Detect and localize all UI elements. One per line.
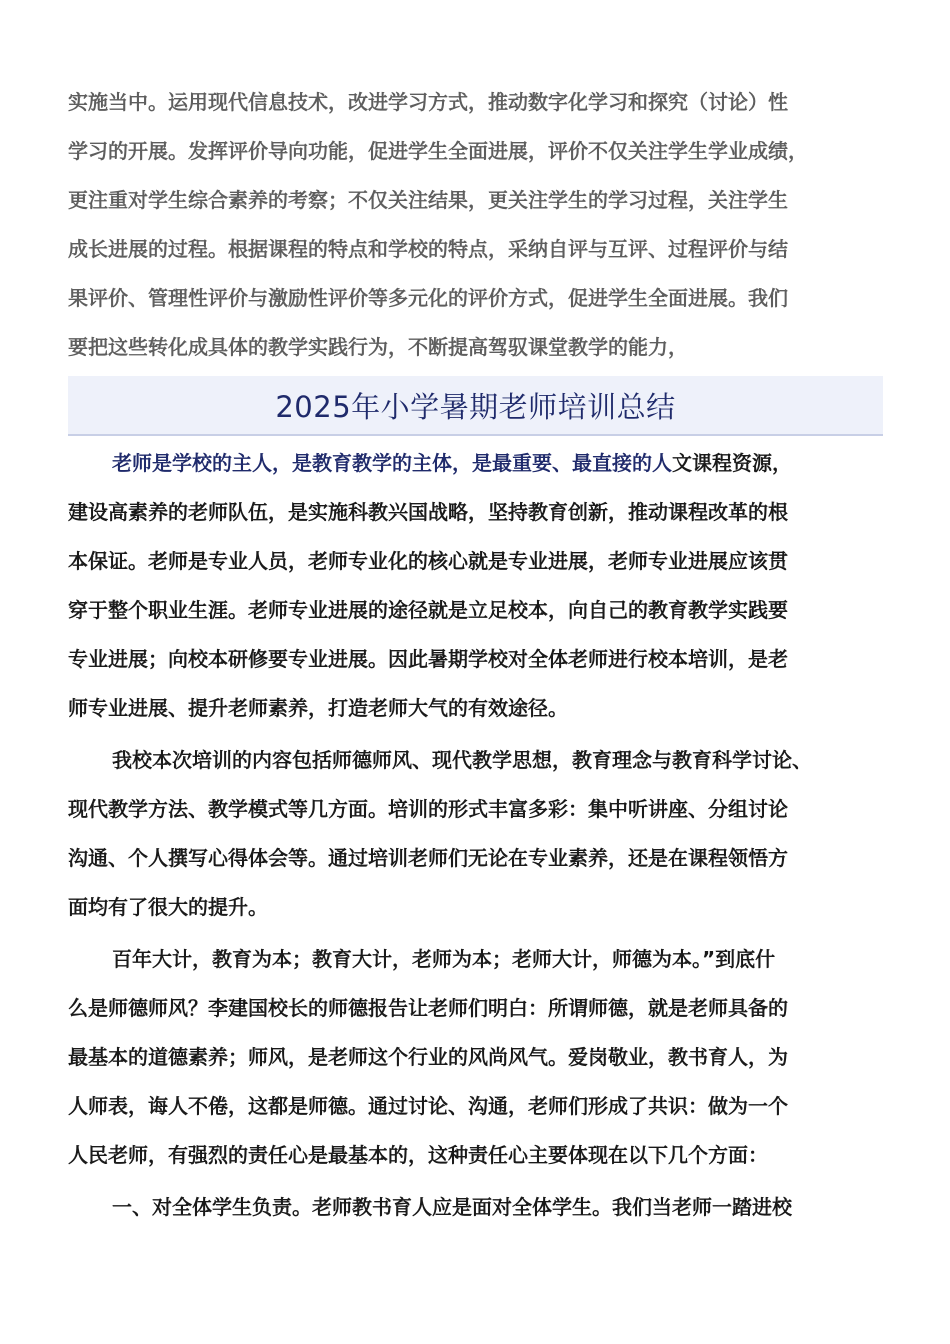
- text-line: 沟通、个人撰写心得体会等。通过培训老师们无论在专业素养，还是在课程领悟方: [68, 846, 788, 870]
- text-line: 最基本的道德素养；师风，是老师这个行业的风尚风气。爱岗敬业，教书育人，为: [68, 1045, 788, 1069]
- text-line: 面均有了很大的提升。: [68, 895, 268, 919]
- lead-rest-text: 文课程资源，: [672, 451, 792, 475]
- text-line: 果评价、管理性评价与激励性评价等多元化的评价方式，促进学生全面进展。我们: [68, 286, 788, 310]
- text-line: 专业进展；向校本研修要专业进展。因此暑期学校对全体老师进行校本培训，是老: [68, 647, 788, 671]
- text-line: 我校本次培训的内容包括师德师风、现代教学思想，教育理念与教育科学讨论、: [112, 748, 812, 772]
- text-line: 百年大计，教育为本；教育大计，老师为本；老师大计，师德为本。”到底什: [112, 947, 776, 971]
- text-line: 师专业进展、提升老师素养，打造老师大气的有效途径。: [68, 696, 568, 720]
- document-title: 2025年小学暑期老师培训总结: [275, 389, 676, 424]
- continued-paragraph: [68, 78, 883, 372]
- text-line: 建设高素养的老师队伍，是实施科教兴国战略，坚持教育创新，推动课程改革的根: [68, 500, 788, 524]
- text-line: 学习的开展。发挥评价导向功能，促进学生全面进展，评价不仅关注学生学业成绩，: [68, 139, 808, 163]
- title-banner: [68, 376, 883, 436]
- text-line: 人民老师，有强烈的责任心是最基本的，这种责任心主要体现在以下几个方面：: [68, 1143, 768, 1167]
- text-line: 成长进展的过程。根据课程的特点和学校的特点，采纳自评与互评、过程评价与结: [68, 237, 788, 261]
- document-page: [68, 78, 883, 1232]
- paragraph-3: [68, 935, 883, 1180]
- paragraph-1: [68, 439, 883, 733]
- text-line: 穿于整个职业生涯。老师专业进展的途径就是立足校本，向自己的教育教学实践要: [68, 598, 788, 622]
- text-line: 实施当中。运用现代信息技术，改进学习方式，推动数字化学习和探究（讨论）性: [68, 90, 788, 114]
- text-line: 现代教学方法、教学模式等几方面。培训的形式丰富多彩：集中听讲座、分组讨论: [68, 797, 788, 821]
- text-line: 要把这些转化成具体的教学实践行为，不断提高驾驭课堂教学的能力，: [68, 335, 688, 359]
- text-line: 一、对全体学生负责。老师教书育人应是面对全体学生。我们当老师一踏进校: [112, 1195, 792, 1219]
- text-line: 本保证。老师是专业人员，老师专业化的核心就是专业进展，老师专业进展应该贯: [68, 549, 788, 573]
- highlighted-lead-text: 老师是学校的主人，是教育教学的主体，是最重要、最直接的人: [112, 451, 672, 475]
- paragraph-first-line: [68, 439, 883, 488]
- text-line: 人师表，诲人不倦，这都是师德。通过讨论、沟通，老师们形成了共识：做为一个: [68, 1094, 788, 1118]
- text-line: 更注重对学生综合素养的考察；不仅关注结果，更关注学生的学习过程，关注学生: [68, 188, 788, 212]
- text-line: 么是师德师风？李建国校长的师德报告让老师们明白：所谓师德，就是老师具备的: [68, 996, 788, 1020]
- paragraph-2: [68, 736, 883, 932]
- paragraph-4: [68, 1183, 883, 1232]
- document-body: [68, 439, 883, 1232]
